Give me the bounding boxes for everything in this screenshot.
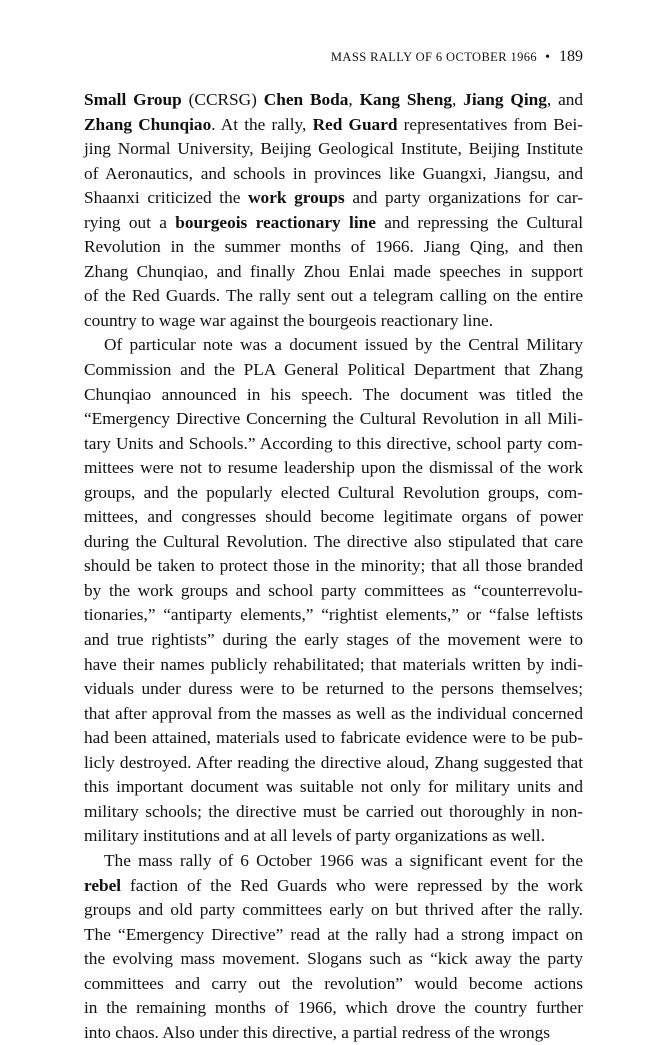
text-line [84, 800, 583, 825]
text-run: this important document was suitable not only for military units and [84, 777, 583, 797]
text-run: The “Emergency Directive” read at the rally had a strong impact on [84, 924, 583, 944]
text-run: “Emergency Directive Concerning the Cultural Revolution in all Mili- [84, 409, 583, 429]
running-head [84, 48, 583, 66]
text-line [84, 726, 583, 751]
text-run: Of particular note was a document issued by the Central Military [104, 335, 583, 355]
text-line [84, 677, 583, 702]
text-run: of Aeronautics, and schools in provinces like Guangxi, Jiangsu, and [84, 163, 583, 183]
text-run: , [348, 90, 360, 109]
text-run: by the work groups and school party committees as “counterrevolu- [84, 580, 583, 600]
text-line [84, 211, 583, 236]
text-line [84, 137, 583, 162]
text-run: military schools; the directive must be carried out thoroughly in non- [84, 801, 583, 821]
text-line [84, 162, 583, 187]
bold-term: bourgeois reactionary line [175, 212, 376, 232]
text-line [84, 653, 583, 678]
text-run: and repressing the Cultural [375, 212, 583, 232]
text-run: Shaanxi criticized the [84, 188, 249, 208]
text-line [84, 996, 583, 1021]
text-run: into chaos. Also under this directive, a partial redress of the wrongs [84, 1022, 550, 1042]
text-run: mittees, and congresses should become legitimate organs of power [84, 507, 583, 527]
text-run: rying out a [84, 212, 176, 232]
text-run: Chunqiao announced in his speech. The document was titled the [84, 384, 583, 404]
text-line [84, 505, 583, 530]
text-run: country to wage war against the bourgeois reactionary line. [84, 310, 494, 330]
text-line [84, 88, 583, 113]
bold-term: Red Guard [312, 114, 398, 134]
text-line [84, 824, 583, 849]
text-line [84, 702, 583, 727]
text-run: during the Cultural Revolution. The directive also stipulated that care [84, 531, 583, 551]
text-line [84, 333, 583, 358]
running-title: MASS RALLY OF 6 OCTOBER 1966 [330, 50, 538, 64]
bold-term: Kang Sheng [359, 90, 452, 109]
text-run: tionaries,” “antiparty elements,” “rightist elements,” or “false leftists [84, 605, 583, 625]
text-line [84, 309, 583, 334]
text-run: The mass rally of 6 October 1966 was a significant event for the [104, 850, 583, 870]
text-line [84, 849, 583, 874]
bold-term: Zhang Chunqiao [84, 114, 212, 134]
text-line [84, 432, 583, 457]
text-run: should be taken to protect those in the minority; that all those branded [84, 556, 583, 576]
text-line [84, 530, 583, 555]
text-line [84, 383, 583, 408]
text-line [84, 775, 583, 800]
text-run: of the Red Guards. The rally sent out a telegram calling on the entire [84, 286, 583, 306]
text-line [84, 751, 583, 776]
text-line [84, 947, 583, 972]
text-run: have their names publicly rehabilitated; that materials written by indi- [84, 654, 583, 674]
paragraph [84, 849, 583, 1045]
bold-term: Jiang Qing [463, 90, 547, 109]
text-run: tary Units and Schools.” According to this directive, school party com- [84, 433, 583, 453]
text-run: committees and carry out the revolution” would become actions [84, 973, 583, 993]
text-line [84, 554, 583, 579]
paragraph [84, 333, 583, 848]
bold-term: Small Group [84, 90, 182, 109]
text-run: viduals under duress were to be returned to the persons themselves; [84, 679, 583, 699]
text-run: groups, and the popularly elected Cultural Revolution groups, com- [84, 482, 583, 502]
text-run: and party organizations for car- [344, 188, 583, 208]
text-run: in the remaining months of 1966, which drove the country further [84, 998, 583, 1018]
text-run: military institutions and at all levels of party organizations as well. [84, 826, 545, 846]
text-line [84, 628, 583, 653]
text-line [84, 358, 583, 383]
text-run: representatives from Bei- [397, 114, 583, 134]
text-run: groups and old party committees early on but thrived after the rally. [84, 900, 583, 920]
text-run: faction of the Red Guards who were repressed by the work [121, 875, 583, 895]
text-line [84, 113, 583, 138]
page-number: 189 [559, 48, 583, 65]
bold-term: Chen Boda [263, 90, 349, 109]
text-run: jing Normal University, Beijing Geological Institute, Beijing Institute [84, 139, 583, 159]
text-line [84, 456, 583, 481]
text-line [84, 186, 583, 211]
paragraph [84, 88, 583, 333]
text-line [84, 603, 583, 628]
text-line [84, 481, 583, 506]
text-run: Commission and the PLA General Political Department that Zhang [84, 360, 583, 380]
text-run: , [451, 90, 464, 109]
bold-term: work groups [248, 188, 345, 208]
text-run: (CCRSG) [181, 90, 264, 109]
text-line [84, 235, 583, 260]
text-line [84, 260, 583, 285]
text-run: . At the rally, [211, 114, 313, 134]
text-line [84, 972, 583, 997]
bold-term: rebel [84, 875, 122, 895]
body-text [84, 88, 583, 1045]
text-line [84, 923, 583, 948]
text-line [84, 898, 583, 923]
text-run: Zhang Chunqiao, and finally Zhou Enlai made speeches in support [84, 261, 583, 281]
text-run: and true rightists” during the early stages of the movement were to [84, 630, 583, 650]
text-run: licly destroyed. After reading the directive aloud, Zhang suggested that [84, 752, 583, 772]
bullet-separator: • [545, 50, 550, 65]
text-line [84, 579, 583, 604]
text-line [84, 284, 583, 309]
text-line [84, 407, 583, 432]
text-line [84, 874, 583, 899]
text-line [84, 1021, 583, 1045]
text-run: that after approval from the masses as well as the individual concerned [84, 703, 583, 723]
text-run: had been attained, materials used to fabricate evidence were to be pub- [84, 728, 583, 748]
text-run: Revolution in the summer months of 1966. Jiang Qing, and then [84, 237, 583, 257]
text-run: , and [546, 90, 584, 109]
text-run: mittees were not to resume leadership upon the dismissal of the work [84, 458, 583, 478]
text-run: the evolving mass movement. Slogans such as “kick away the party [84, 949, 583, 969]
